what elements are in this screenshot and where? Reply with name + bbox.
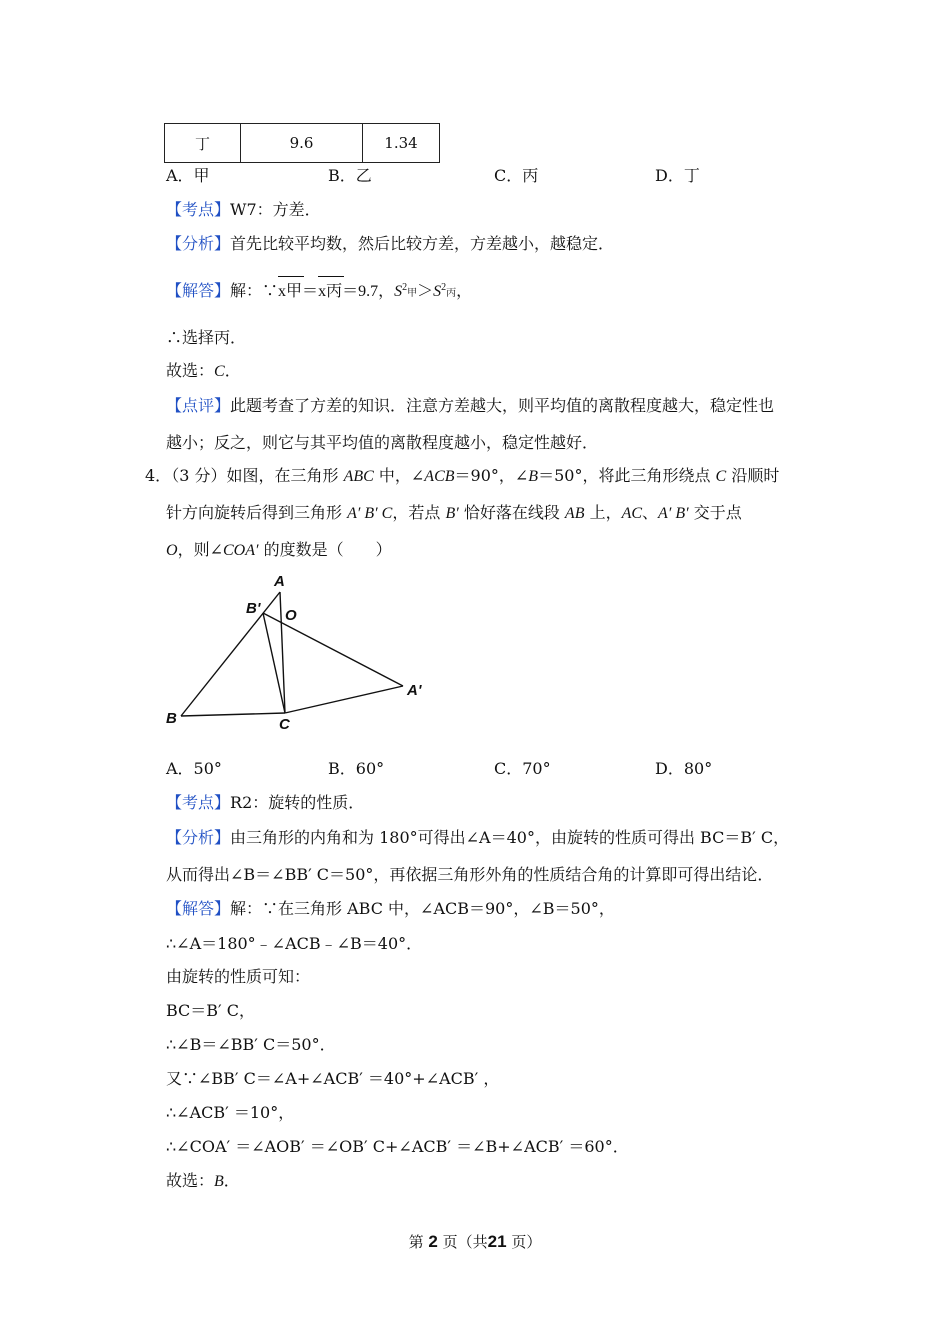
- table-row: [165, 124, 440, 163]
- q4-option-b: B．60°: [328, 759, 385, 778]
- label-o: O: [285, 607, 297, 624]
- q4-option-d: D．80°: [655, 759, 713, 778]
- q4-stem-3: O，则∠COA′ 的度数是（ ）: [166, 540, 392, 559]
- label-b-prime: B': [246, 600, 261, 617]
- q3-kaodian: 【考点】W7：方差．: [166, 200, 321, 219]
- q4-option-a: A．50°: [166, 759, 222, 778]
- rotation-figure: [160, 570, 430, 735]
- fenxi-tag: 【分析】: [166, 828, 231, 847]
- jieda-tag: 【解答】: [166, 281, 231, 300]
- page-number: 2: [428, 1232, 438, 1251]
- q4-step: BC＝B′ C，: [166, 1001, 256, 1020]
- q3-answer: 故选：C．: [166, 361, 241, 380]
- variance-table: [164, 123, 440, 163]
- table-cell: 9.6: [241, 124, 363, 163]
- table-cell: 1.34: [363, 124, 440, 163]
- q3-option-b: B．乙: [328, 166, 372, 185]
- segment-bc: [181, 713, 285, 716]
- q4-option-c: C．70°: [494, 759, 551, 778]
- q4-fenxi-1: 【分析】由三角形的内角和为 180°可得出∠A＝40°，由旋转的性质可得出 BC＝B′ C，: [166, 828, 790, 847]
- q4-step: ∴∠B＝∠BB′ C＝50°．: [166, 1035, 336, 1054]
- dianping-tag: 【点评】: [166, 396, 231, 415]
- q3-option-c: C．丙: [494, 166, 539, 185]
- q4-fenxi-2: 从而得出∠B＝∠BB′ C＝50°，再依据三角形外角的性质结合角的计算即可得出结论．: [166, 865, 774, 884]
- q3-dianping-2: 越小；反之，则它与其平均值的离散程度越小，稳定性越好．: [166, 433, 599, 452]
- mean-bing: x丙: [318, 281, 343, 300]
- q4-step: 由旋转的性质可知：: [166, 967, 311, 986]
- q3-fenxi: 【分析】首先比较平均数，然后比较方差，方差越小，越稳定．: [166, 234, 615, 253]
- page-total: 21: [487, 1232, 507, 1251]
- fenxi-tag: 【分析】: [166, 234, 231, 253]
- q4-step: ∴∠COA′ ＝∠AOB′ ＝∠OB′ C+∠ACB′ ＝∠B+∠ACB′ ＝60°．: [166, 1137, 629, 1156]
- q4-stem-2: 针方向旋转后得到三角形 A′ B′ C，若点 B′ 恰好落在线段 AB 上，AC、A′ B′ 交于点: [166, 503, 742, 522]
- label-a: A: [274, 573, 285, 590]
- label-b: B: [166, 710, 177, 727]
- q3-option-d: D．丁: [655, 166, 700, 185]
- q3-jieda: 【解答】解：∵x甲＝x丙＝9.7，$S^2$甲$>S^2$丙，: [166, 281, 473, 300]
- q4-stem-1: 4．（3 分）如图，在三角形 ABC 中，∠ACB＝90°，∠B＝50°，将此三角形绕点 C 沿顺时: [145, 466, 780, 485]
- q4-step: ∴∠A＝180°﹣∠ACB﹣∠B＝40°．: [166, 934, 423, 953]
- segment-ab: [181, 592, 280, 716]
- kaodian-tag: 【考点】: [166, 200, 231, 219]
- segment-cap: [285, 686, 403, 713]
- q3-option-a: A．甲: [166, 166, 210, 185]
- q4-jieda: 【解答】解：∵在三角形 ABC 中，∠ACB＝90°，∠B＝50°，: [166, 899, 615, 918]
- q4-step: 又∵∠BB′ C＝∠A+∠ACB′ ＝40°+∠ACB′ ，: [166, 1069, 500, 1088]
- label-a-prime: A': [407, 682, 422, 699]
- q3-conclusion: ∴选择丙．: [166, 328, 247, 347]
- q4-answer: 故选：B．: [166, 1171, 240, 1190]
- q4-step: ∴∠ACB′ ＝10°，: [166, 1103, 295, 1122]
- jieda-tag: 【解答】: [166, 899, 231, 918]
- kaodian-tag: 【考点】: [166, 793, 231, 812]
- q3-dianping-1: 【点评】此题考查了方差的知识．注意方差越大，则平均值的离散程度越大，稳定性也: [166, 396, 775, 415]
- table-cell: 丁: [165, 124, 241, 163]
- page-footer: 第 2 页（共21 页）: [408, 1232, 542, 1251]
- mean-jia: x甲: [278, 281, 303, 300]
- label-c: C: [279, 716, 290, 733]
- q4-kaodian: 【考点】R2：旋转的性质．: [166, 793, 365, 812]
